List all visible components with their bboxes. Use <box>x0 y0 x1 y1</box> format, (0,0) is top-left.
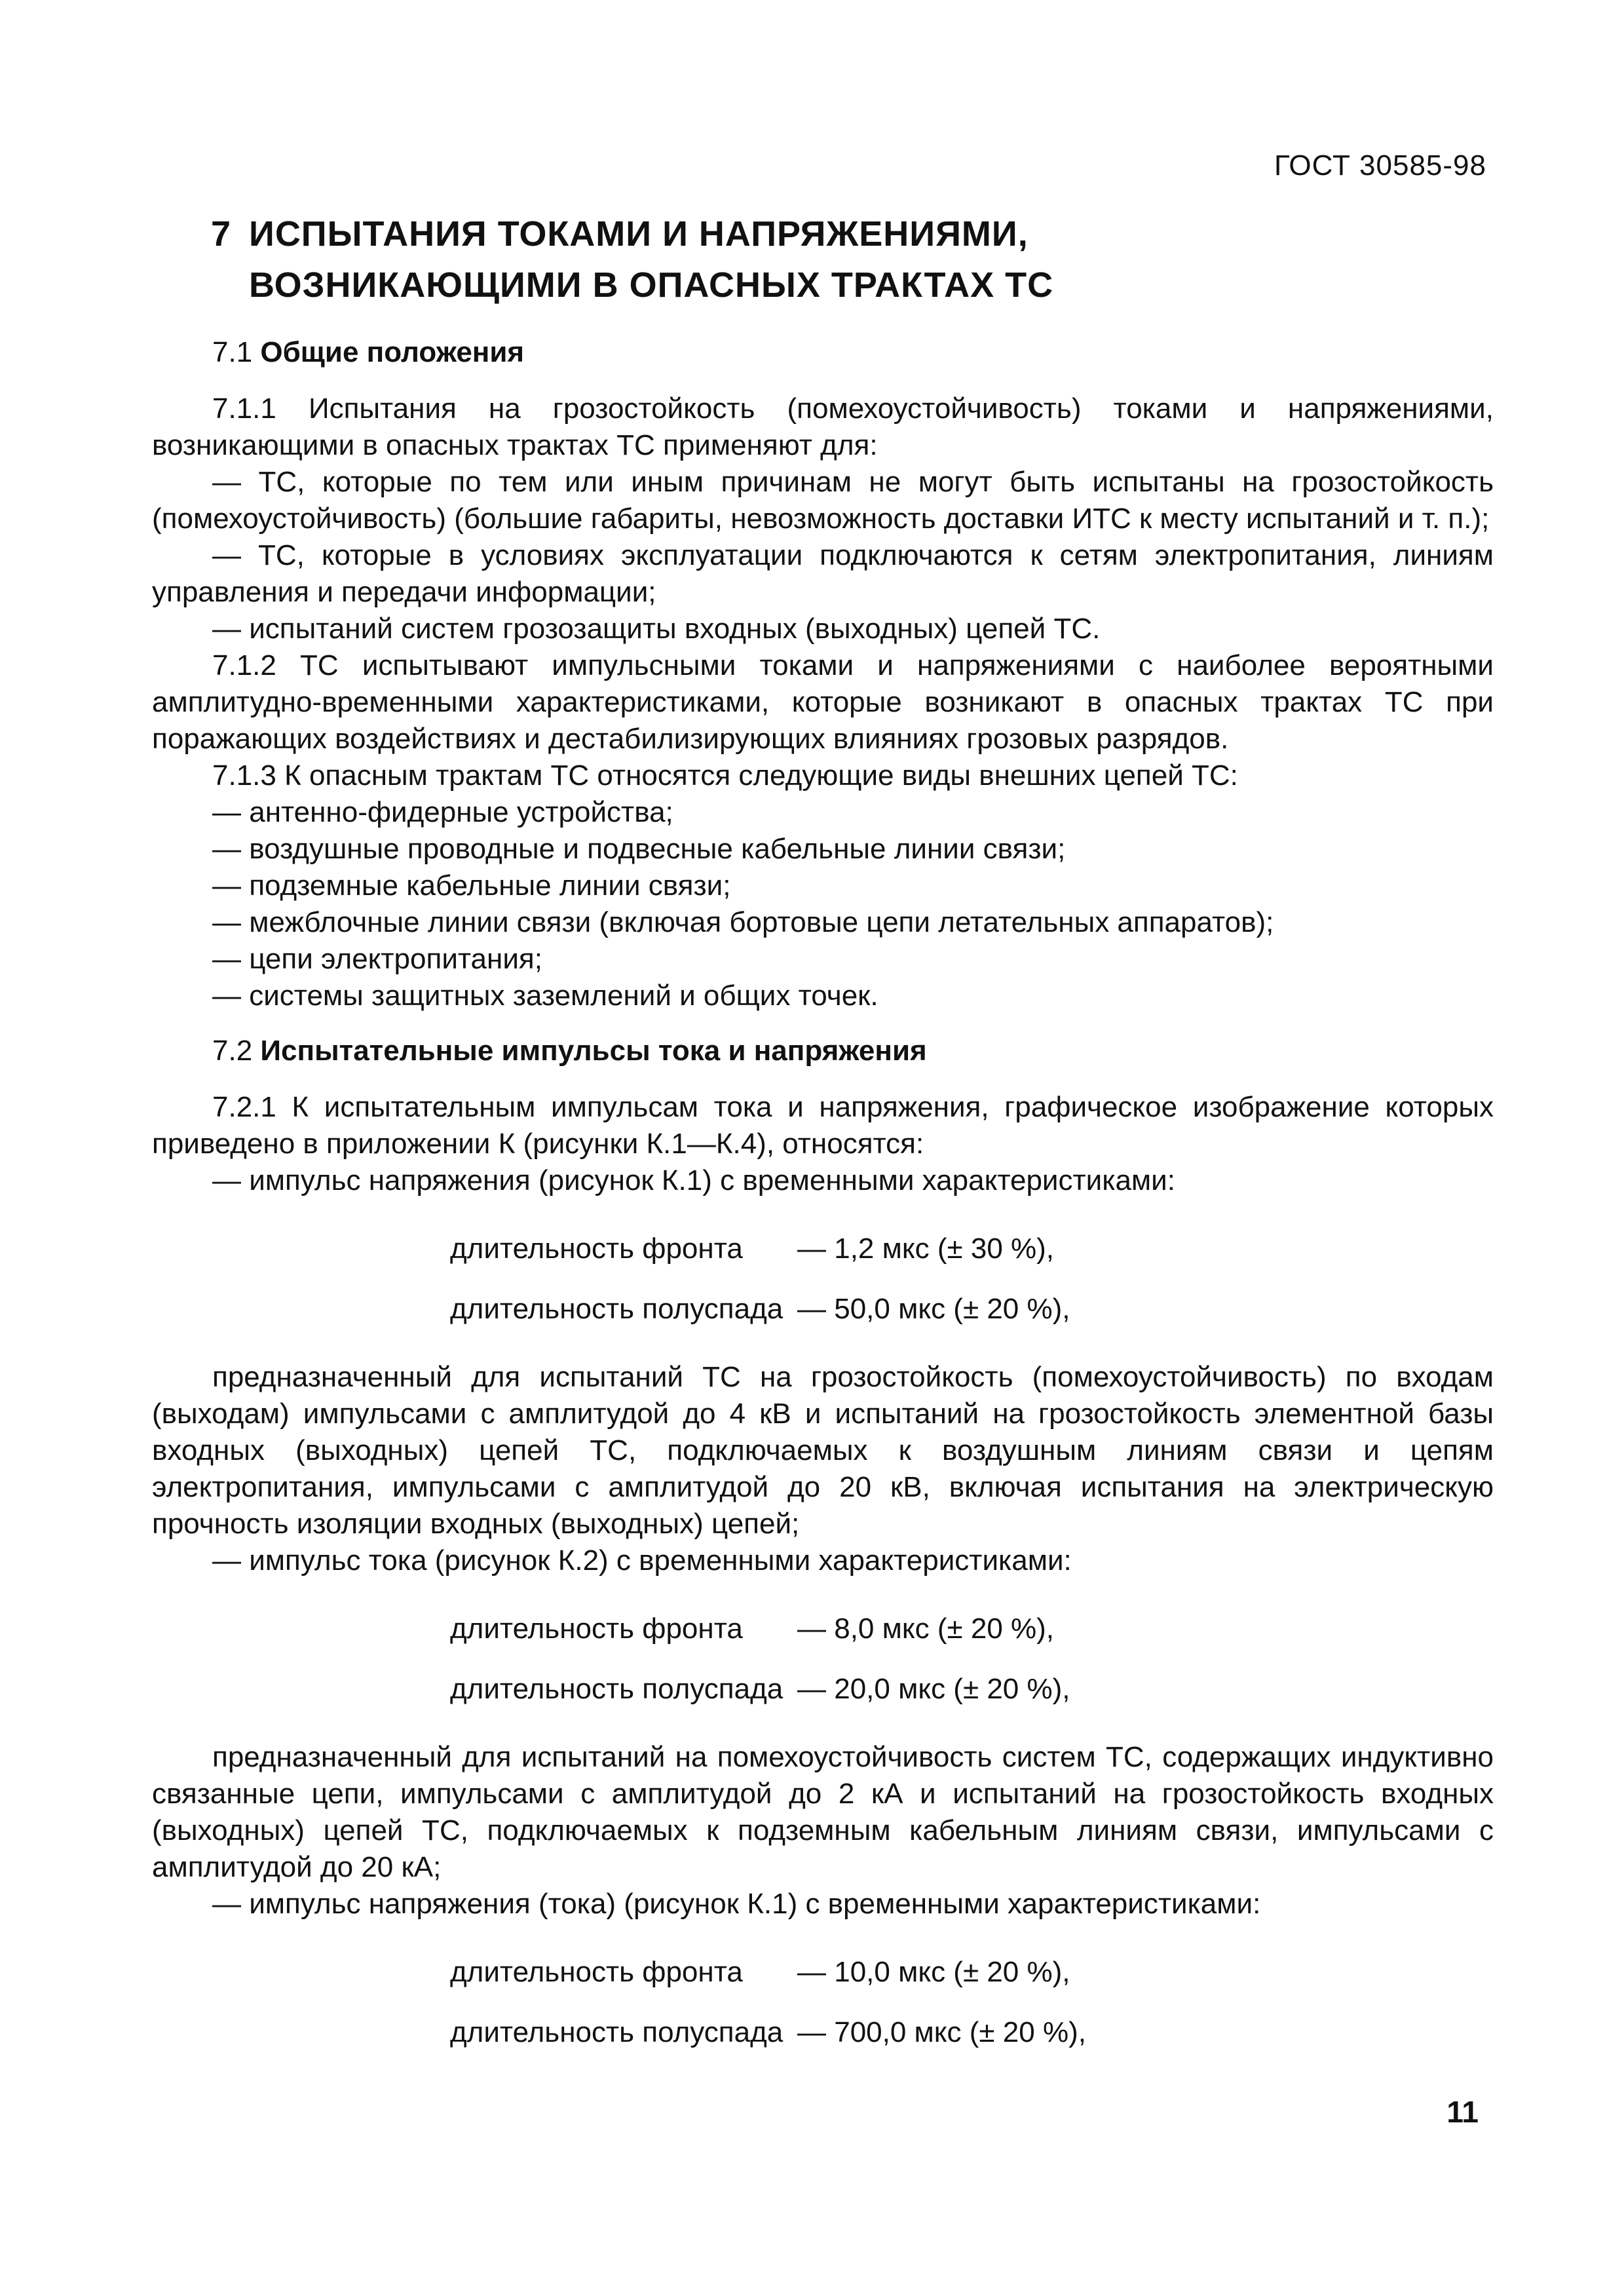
list-item: — системы защитных заземлений и общих точек. <box>212 980 878 1012</box>
document-code: ГОСТ 30585-98 <box>1274 149 1486 182</box>
characteristic-value: — 700,0 мкс (± 20 %), <box>797 2016 1086 2048</box>
characteristic-value: — 1,2 мкс (± 30 %), <box>797 1233 1055 1265</box>
paragraph-7-2-1: 7.2.1 К испытательным импульсам тока и напряжения, графическое изображение которых приведено в приложении К (рисунки К.1—К.4), относятся: <box>152 1091 1494 1160</box>
list-item: — антенно-фидерные устройства; <box>212 796 673 828</box>
list-item: — подземные кабельные линии связи; <box>212 870 731 902</box>
characteristic-label: длительность полуспада <box>450 2016 784 2048</box>
chapter-title-line-1: ИСПЫТАНИЯ ТОКАМИ И НАПРЯЖЕНИЯМИ, <box>249 214 1029 254</box>
characteristic-label: длительность полуспада <box>450 1293 784 1325</box>
paragraph: предназначенный для испытаний на помехоустойчивость систем ТС, содержащих индуктивно связанные цепи, импульсами с амплитудой до 2 кА и испытаний на грозостойкость входных (выходных) цепей ТС, подключаемых к подземным кабельным линиям связи, импульсами с амплитудой до 20 кА; <box>152 1741 1494 1883</box>
section-title: Общие положения <box>260 336 525 368</box>
list-item: — ТС, которые по тем или иным причинам не могут быть испытаны на грозостойкость (помехоустойчивость) (большие габариты, невозможность доставки ИТС к месту испытаний и т. п.); <box>152 466 1494 535</box>
list-item: — ТС, которые в условиях эксплуатации подключаются к сетям электропитания, линиям управления и передачи информации; <box>152 539 1494 608</box>
characteristic-label: длительность фронта <box>450 1956 743 1988</box>
characteristic-label: длительность полуспада <box>450 1673 784 1705</box>
list-item: — цепи электропитания; <box>212 943 542 975</box>
page-number: 11 <box>1446 2095 1479 2129</box>
document-body <box>152 334 1494 2082</box>
characteristic-label: длительность фронта <box>450 1613 743 1645</box>
characteristic-value: — 20,0 мкс (± 20 %), <box>797 1673 1070 1705</box>
characteristic-value: — 10,0 мкс (± 20 %), <box>797 1956 1070 1988</box>
paragraph-7-1-1: 7.1.1 Испытания на грозостойкость (помехоустойчивость) токами и напряжениями, возникающими в опасных трактах ТС применяют для: <box>152 392 1494 461</box>
section-number: 7.1 <box>212 336 253 368</box>
characteristic-value: — 50,0 мкс (± 20 %), <box>797 1293 1070 1325</box>
list-item: — импульс напряжения (тока) (рисунок К.1) с временными характеристиками: <box>212 1888 1261 1920</box>
list-item: — воздушные проводные и подвесные кабельные линии связи; <box>212 833 1066 865</box>
paragraph-7-1-2: 7.1.2 ТС испытывают импульсными токами и напряжениями с наиболее вероятными амплитудно-временными характеристиками, которые возникают в опасных трактах ТС при поражающих воздействиях и дестабилизирующих влияниях грозовых разрядов. <box>152 649 1494 755</box>
chapter-title <box>211 208 1456 311</box>
section-heading-7-1 <box>212 334 1494 371</box>
list-item: — импульс напряжения (рисунок К.1) с временными характеристиками: <box>212 1164 1175 1196</box>
pulse-characteristics-2 <box>450 1599 1494 1719</box>
list-item: — межблочные линии связи (включая бортовые цепи летательных аппаратов); <box>212 906 1274 938</box>
section-heading-7-2 <box>212 1033 1494 1069</box>
paragraph: предназначенный для испытаний ТС на грозостойкость (помехоустойчивость) по входам (выходам) импульсами с амплитудой до 4 кВ и испытаний на грозостойкость элементной базы входных (выходных) цепей ТС, подключаемых к воздушным линиям связи и цепям электропитания, импульсами с амплитудой до 20 кВ, включая испытания на электрическую прочность изоляции входных (выходных) цепей; <box>152 1361 1494 1540</box>
chapter-number: 7 <box>211 214 232 254</box>
characteristic-value: — 8,0 мкс (± 20 %), <box>797 1613 1055 1645</box>
chapter-title-line-2: ВОЗНИКАЮЩИМИ В ОПАСНЫХ ТРАКТАХ ТС <box>249 265 1054 305</box>
pulse-characteristics-1 <box>450 1219 1494 1339</box>
pulse-characteristics-3 <box>450 1942 1494 2063</box>
section-title: Испытательные импульсы тока и напряжения <box>260 1035 927 1067</box>
list-item: — испытаний систем грозозащиты входных (выходных) цепей ТС. <box>212 613 1101 645</box>
list-item: — импульс тока (рисунок К.2) с временными характеристиками: <box>212 1544 1072 1577</box>
characteristic-label: длительность фронта <box>450 1233 743 1265</box>
paragraph-7-1-3: 7.1.3 К опасным трактам ТС относятся следующие виды внешних цепей ТС: <box>212 759 1238 792</box>
section-number: 7.2 <box>212 1035 253 1067</box>
